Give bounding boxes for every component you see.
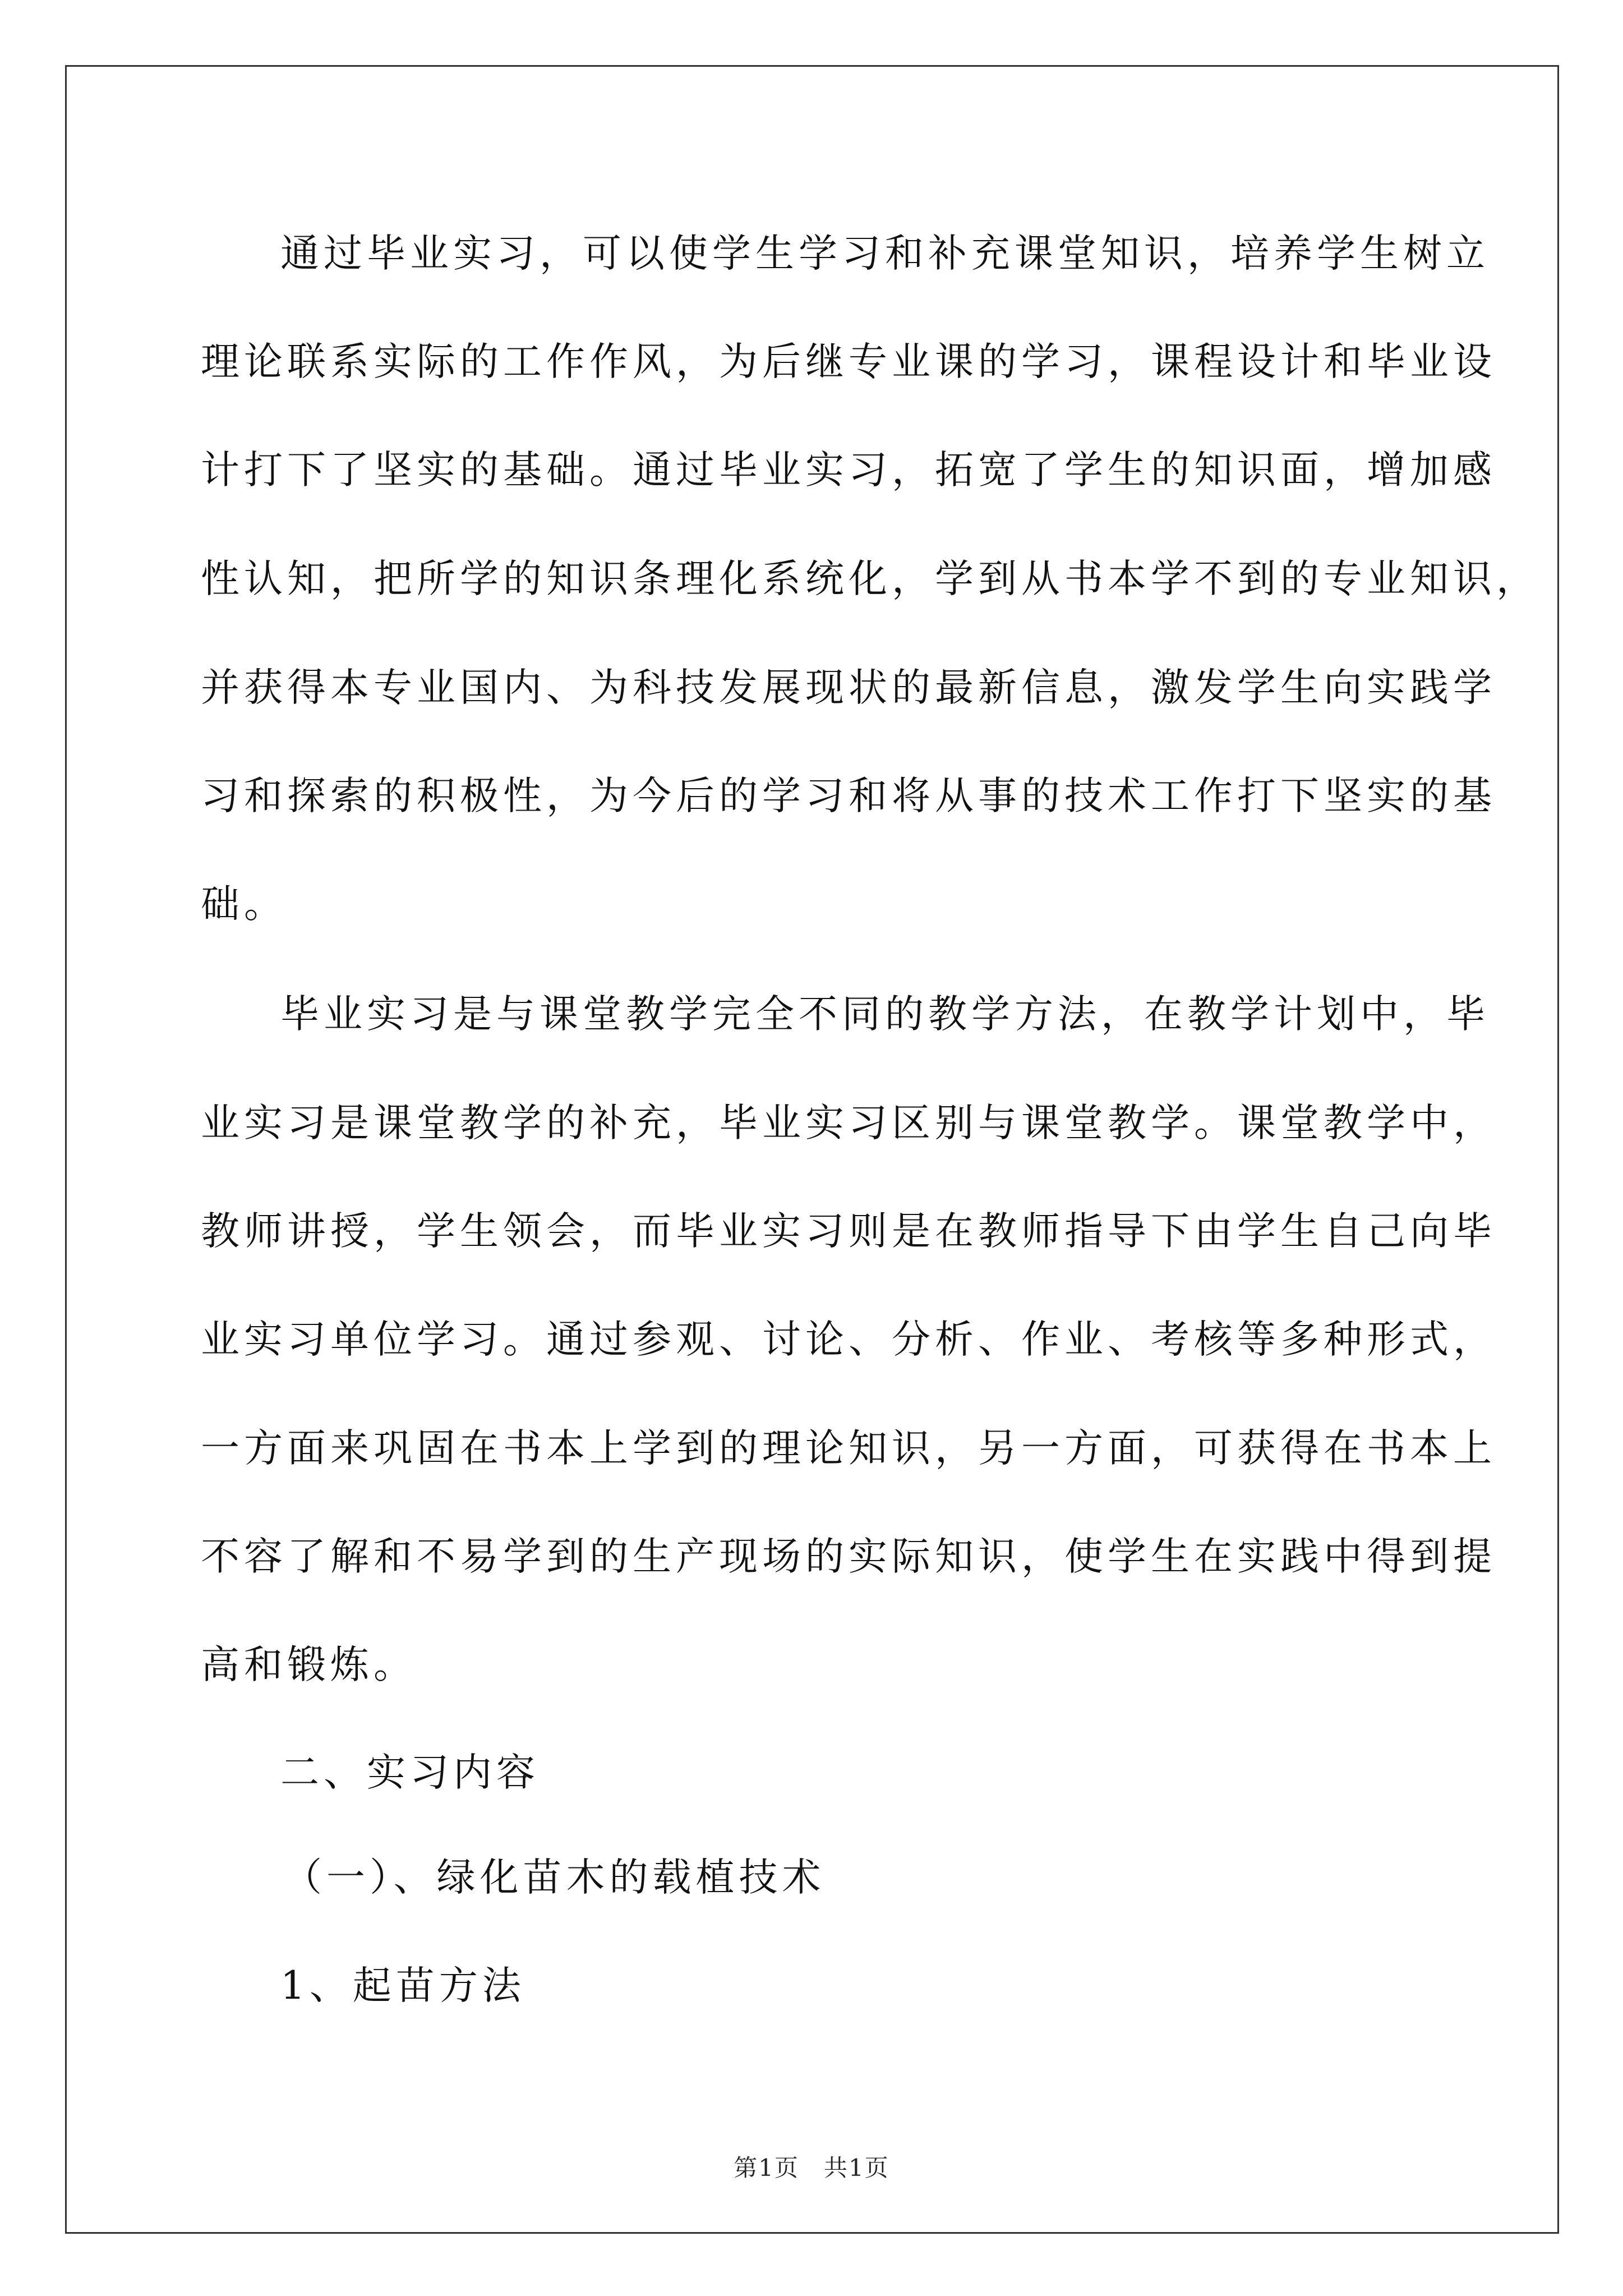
- paragraph-2-line-3: 教师讲授，学生领会，而毕业实习则是在教师指导下由学生自己向毕: [201, 1209, 1496, 1254]
- paragraph-2-line-5: 一方面来巩固在书本上学到的理论知识，另一方面，可获得在书本上: [201, 1426, 1496, 1471]
- paragraph-1-line-6: 习和探索的积极性，为今后的学习和将从事的技术工作打下坚实的基: [201, 774, 1496, 818]
- paragraph-1-line-5: 并获得本专业国内、为科技发展现状的最新信息，激发学生向实践学: [201, 665, 1496, 710]
- paragraph-2-line-4: 业实习单位学习。通过参观、讨论、分析、作业、考核等多种形式，: [201, 1317, 1496, 1362]
- paragraph-1-line-7: 础。: [201, 882, 287, 927]
- subsection-heading: （一）、绿化苗木的载植技术: [283, 1855, 826, 1900]
- paragraph-1-line-1: 通过毕业实习，可以使学生学习和补充课堂知识，培养学生树立: [280, 231, 1490, 276]
- page-border: [65, 65, 1559, 2234]
- page-footer: 第1页 共1页: [734, 2154, 889, 2182]
- section-heading: 二、实习内容: [280, 1750, 540, 1795]
- paragraph-2-line-6: 不容了解和不易学到的生产现场的实际知识，使学生在实践中得到提: [201, 1534, 1496, 1579]
- paragraph-1-line-2: 理论联系实际的工作作风，为后继专业课的学习，课程设计和毕业设: [201, 339, 1496, 384]
- paragraph-1-line-4: 性认知，把所学的知识条理化系统化，学到从书本学不到的专业知识，: [201, 556, 1539, 601]
- paragraph-1-line-3: 计打下了坚实的基础。通过毕业实习，拓宽了学生的知识面，增加感: [201, 448, 1496, 493]
- paragraph-2-line-1: 毕业实习是与课堂教学完全不同的教学方法，在教学计划中，毕: [280, 992, 1490, 1037]
- paragraph-2-line-2: 业实习是课堂教学的补充，毕业实习区别与课堂教学。课堂教学中，: [201, 1101, 1496, 1145]
- item-heading: 1、起苗方法: [280, 1963, 525, 2008]
- paragraph-2-line-7: 高和锻炼。: [201, 1642, 417, 1687]
